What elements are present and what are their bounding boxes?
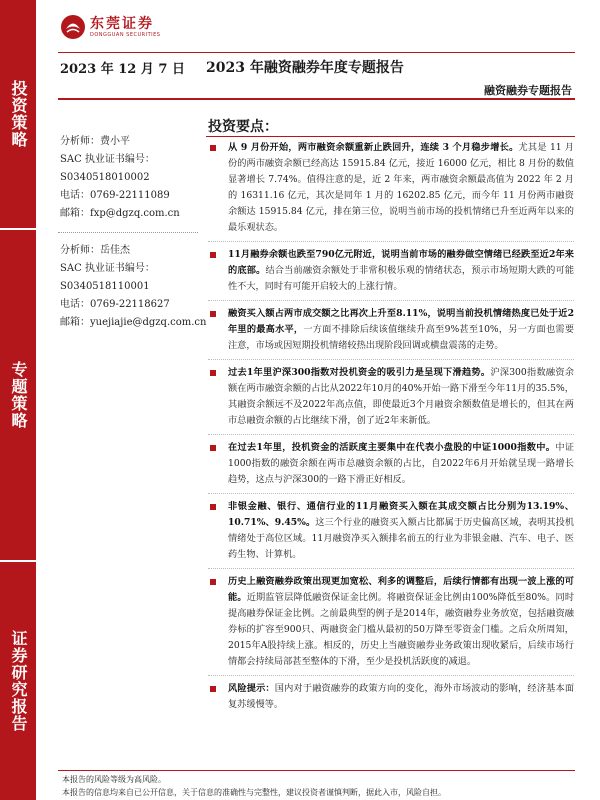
analyst-license-label: SAC 执业证书编号： bbox=[60, 154, 155, 165]
header-divider bbox=[58, 52, 575, 53]
analyst-divider bbox=[58, 232, 198, 233]
key-point-item bbox=[208, 247, 574, 295]
key-point-body: 一方面不排除后续该值继续升高至9%甚至10%，另一方面也需要注意，市场或因短期投机情绪较热出现阶段回调或横盘震荡的走势。 bbox=[228, 324, 575, 351]
analyst-name: 分析师：岳佳杰 bbox=[60, 245, 130, 256]
key-point-lead: 从 9 月份开始，两市融资余额重新止跌回升，连续 3 个月稳步增长。 bbox=[228, 142, 519, 153]
key-point-body: 这三个行业的融资买入额占比都属于历史偏高区域，表明其投机情绪处于高位区域。11月融资净买入额排名前五的行业为非银金融、汽车、电子、医药生物、计算机。 bbox=[228, 517, 575, 560]
risk-warning-label: 风险提示： bbox=[228, 683, 275, 694]
analyst-card bbox=[60, 242, 206, 332]
key-point-lead: 11月融券余额也跌至790亿元附近，说明当前市场的融券做空情绪已经跌至近2年来的底部。 bbox=[228, 249, 574, 276]
logo-name-cn: 东莞证券 bbox=[90, 16, 154, 32]
company-logo-icon bbox=[60, 14, 86, 40]
analyst-license: S0340518010002 bbox=[60, 172, 150, 183]
analyst-email[interactable]: 邮箱：yuejiajie@dgzq.com.cn bbox=[60, 317, 207, 328]
report-title: 2023 年融资融券年度专题报告 bbox=[206, 60, 404, 76]
analyst-license: S0340518110001 bbox=[60, 281, 150, 292]
logo-name-en: DONGGUAN SECURITIES bbox=[90, 32, 161, 38]
company-logo bbox=[60, 14, 160, 40]
key-point-lead: 过去1年里沪深300指数对投机资金的吸引力是呈现下滑趋势。 bbox=[228, 367, 491, 378]
key-point-item bbox=[208, 306, 574, 354]
report-category: 融资融券专题报告 bbox=[484, 84, 572, 97]
analyst-card bbox=[60, 133, 180, 223]
footer-risk-level: 本报告的风险等级为高风险。 bbox=[62, 775, 166, 784]
footer-divider bbox=[58, 770, 575, 771]
report-date: 2023 年 12 月 7 日 bbox=[60, 62, 185, 77]
key-point-divider bbox=[208, 300, 574, 301]
key-point-divider bbox=[208, 434, 574, 435]
risk-warning-body: 国内对于融资融券的政策方向的变化，海外市场波动的影响，经济基本面复苏缓慢等。 bbox=[228, 683, 575, 710]
analyst-email[interactable]: 邮箱：fxp@dgzq.com.cn bbox=[60, 208, 180, 219]
key-point-lead: 在过去1年里，投机资金的活跃度主要集中在代表小盘股的中证1000指数中。 bbox=[228, 442, 556, 453]
key-point-item bbox=[208, 574, 574, 670]
key-point-divider bbox=[208, 675, 574, 676]
key-point-divider bbox=[208, 359, 574, 360]
key-point-body: 结合当前融资余额处于非常积极乐观的情绪状态，预示市场短期大跌的可能性不大，同时有可能开启较大的上涨行情。 bbox=[228, 265, 575, 292]
key-point-body: 中证1000指数的融资余额在两市总融资余额的占比，自2022年6月开始就呈现一路增长趋势，这点与沪深300的一路下滑正好相反。 bbox=[228, 442, 575, 485]
key-point-item bbox=[208, 440, 574, 488]
footer-disclaimer: 本报告的信息均来自已公开信息，关于信息的准确性与完整性，建议投资者谨慎判断，据此入市，风险自担。 bbox=[62, 788, 446, 797]
key-point-lead: 非银金融、银行、通信行业的11月融资买入额在其成交额占比分别为13.19%、10.71%、9.45%。 bbox=[228, 501, 574, 528]
risk-warning-item bbox=[208, 681, 574, 713]
key-point-item bbox=[208, 365, 574, 429]
analyst-license-label: SAC 执业证书编号： bbox=[60, 263, 155, 274]
header-divider-thick bbox=[58, 98, 575, 100]
key-point-body: 沪深300指数融资余额在两市融资余额的占比从2022年10月的40%开始一路下滑至今年11月的35.5%，其融资余额远不及2022年高点值，即使最近3个月融资余额数值是增长的，但其在两市总融资余额的占比继续下滑，创了近2年来新低。 bbox=[228, 367, 574, 426]
key-point-lead: 历史上融资融券政策出现更加宽松、利多的调整后，后续行情都有出现一波上涨的可能。 bbox=[228, 576, 574, 603]
key-point-divider bbox=[208, 241, 574, 242]
side-tab-research-report: 证券研究报告 bbox=[0, 562, 36, 800]
side-tabs bbox=[0, 0, 36, 800]
key-point-divider bbox=[208, 493, 574, 494]
key-points-title: 投资要点： bbox=[208, 119, 278, 135]
key-points-divider bbox=[206, 136, 575, 137]
key-point-lead: 融资买入额占两市成交额之比再次上升至8.11%，说明当前投机情绪热度已处于近2年里的最高水平， bbox=[228, 308, 574, 335]
key-point-body: 尤其是 11 月份的两市融资余额已经高达 15915.84 亿元，接近 16000 亿元，相比 8 月份的数值显著增长 7.74%。值得注意的是，近 2 年来，两市融资余额最高值为 2022 年 2 月的 16311.16 亿元，其次是同年 1 月的 16202.85 亿元，而今年 11 月份两市融资余额达 15915.84 亿元，排在第三位，说明当前市场的投机情绪已升至近两年以来的最乐观状态。 bbox=[228, 142, 574, 233]
side-tab-special-strategy: 专题策略 bbox=[0, 230, 36, 560]
analyst-name: 分析师：费小平 bbox=[60, 136, 130, 147]
key-point-item bbox=[208, 140, 574, 236]
side-tab-investment-strategy: 投资策略 bbox=[0, 0, 36, 228]
analyst-phone: 电话：0769-22111089 bbox=[60, 190, 170, 201]
key-points-list bbox=[208, 140, 574, 713]
key-point-item bbox=[208, 499, 574, 563]
analyst-phone: 电话：0769-22118627 bbox=[60, 299, 170, 310]
key-point-divider bbox=[208, 568, 574, 569]
key-point-body: 近期监管层降低融资保证金比例。将融资保证金比例由100%降低至80%。同时提高融券保证金比例。之前最典型的例子是2014年，融资融券业务放宽，包括融资融券标的扩容至900只、两融资金门槛从最初的50万降至零资金门槛。之后众所周知，2015年A股持续上涨。相反的，历史上当融资融券业务政策出现收紧后，后续市场行情都会持续局部甚至整体的下滑，至少是投机活跃度的减退。 bbox=[228, 592, 575, 667]
